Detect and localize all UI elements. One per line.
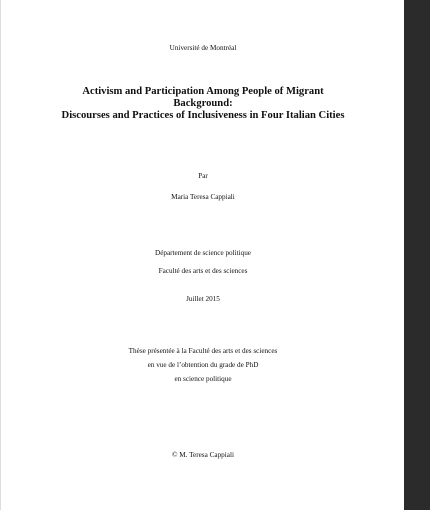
copyright-notice: © M. Teresa Cappiali <box>172 451 234 459</box>
statement-line-3: en science politique <box>174 375 232 383</box>
statement-line-2: en vue de l’obtention du grade de PhD <box>147 361 259 369</box>
viewer-side-panel <box>404 0 430 510</box>
title-line-2: Background: <box>173 98 233 109</box>
department-name: Département de science politique <box>155 249 251 257</box>
submission-date: Juillet 2015 <box>186 295 220 303</box>
statement-line-1: Thèse présentée à la Faculté des arts et des sciences <box>128 347 278 355</box>
thesis-title <box>1 86 405 122</box>
author-name: Maria Teresa Cappiali <box>171 193 235 201</box>
university-name: Université de Montréal <box>169 44 237 52</box>
faculty-name: Faculté des arts et des sciences <box>158 267 248 275</box>
par-label: Par <box>198 172 208 180</box>
title-line-1: Activism and Participation Among People of Migrant <box>82 86 324 97</box>
title-line-3: Discourses and Practices of Inclusiveness in Four Italian Cities <box>61 110 345 121</box>
